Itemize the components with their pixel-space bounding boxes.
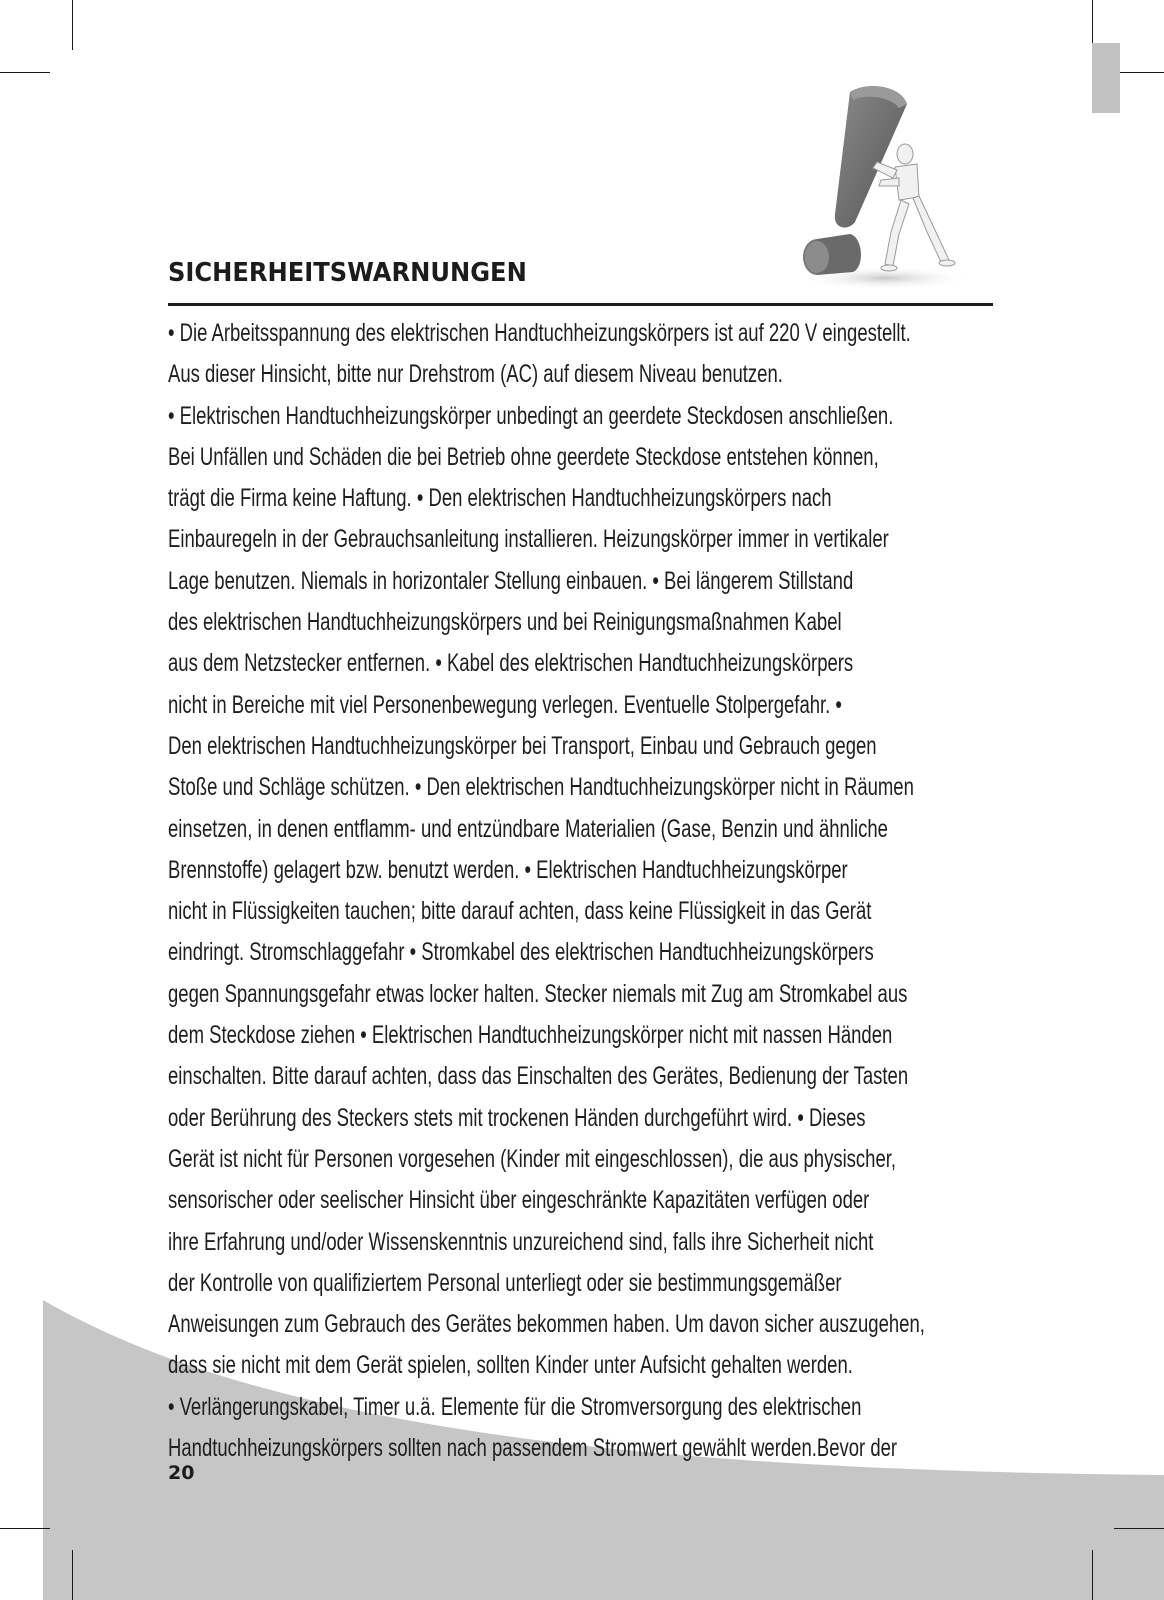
text-line: Anweisungen zum Gebrauch des Gerätes bekommen haben. Um davon sicher auszugehen, [168,1310,925,1339]
crop-mark [72,0,73,50]
text-line: eindringt. Stromschlaggefahr • Stromkabel des elektrischen Handtuchheizungskörpers [168,938,874,967]
text-line: • Elektrischen Handtuchheizungskörper unbedingt an geerdete Steckdosen anschließen. [168,401,894,430]
exclamation-mark-figure-icon [795,82,970,292]
text-line: aus dem Netzstecker entfernen. • Kabel des elektrischen Handtuchheizungskörpers [168,649,854,678]
crop-mark [72,1550,73,1600]
text-line: nicht in Flüssigkeiten tauchen; bitte darauf achten, dass keine Flüssigkeit in das Gerät [168,897,872,926]
text-line: Handtuchheizungskörpers sollten nach passendem Stromwert gewählt werden.Bevor der [168,1434,898,1463]
text-line: dass sie nicht mit dem Gerät spielen, sollten Kinder unter Aufsicht gehalten werden. [168,1351,853,1380]
text-line: • Verlängerungskabel, Timer u.ä. Elemente für die Stromversorgung des elektrischen [168,1392,862,1421]
crop-mark [1092,1550,1093,1600]
crop-mark [0,1528,50,1529]
text-line: gegen Spannungsgefahr etwas locker halten. Stecker niemals mit Zug am Stromkabel aus [168,979,908,1008]
text-line: ihre Erfahrung und/oder Wissenskenntnis unzureichend sind, falls ihre Sicherheit nicht [168,1227,874,1256]
text-line: des elektrischen Handtuchheizungskörpers und bei Reinigungsmaßnahmen Kabel [168,608,842,637]
text-line: einschalten. Bitte darauf achten, dass das Einschalten des Gerätes, Bedienung der Tasten [168,1062,909,1091]
text-line: der Kontrolle von qualifiziertem Personal unterliegt oder sie bestimmungsgemäßer [168,1268,842,1297]
text-line: einsetzen, in denen entflamm- und entzündbare Materialien (Gase, Benzin und ähnliche [168,814,888,843]
crop-mark [1114,1528,1164,1529]
text-line: oder Berührung des Steckers stets mit trockenen Händen durchgeführt wird. • Dieses [168,1103,866,1132]
text-line: Aus dieser Hinsicht, bitte nur Drehstrom (AC) auf diesem Niveau benutzen. [168,360,783,389]
text-line: Lage benutzen. Niemals in horizontaler Stellung einbauen. • Bei längerem Stillstand [168,566,854,595]
text-line: Einbauregeln in der Gebrauchsanleitung installieren. Heizungskörper immer in vertikaler [168,525,889,554]
text-line: trägt die Firma keine Haftung. • Den elektrischen Handtuchheizungskörpers nach [168,484,832,513]
heading-divider [168,303,993,306]
page-number: 20 [168,1462,195,1484]
page-title: SICHERHEITSWARNUNGEN [168,258,527,288]
text-line: Bei Unfällen und Schäden die bei Betrieb ohne geerdete Steckdose entstehen können, [168,442,879,471]
safety-warnings-text [168,313,978,1469]
text-line: Brennstoffe) gelagert bzw. benutzt werden. • Elektrischen Handtuchheizungskörper [168,855,848,884]
text-line: • Die Arbeitsspannung des elektrischen Handtuchheizungskörpers ist auf 220 V eingestellt. [168,319,911,347]
text-line: Den elektrischen Handtuchheizungskörper bei Transport, Einbau und Gebrauch gegen [168,731,877,760]
crop-mark [0,72,50,73]
text-line: nicht in Bereiche mit viel Personenbewegung verlegen. Eventuelle Stolpergefahr. • [168,690,842,719]
text-line: Stoße und Schläge schützen. • Den elektrischen Handtuchheizungskörper nicht in Räumen [168,773,914,802]
text-line: Gerät ist nicht für Personen vorgesehen (Kinder mit eingeschlossen), die aus physischer, [168,1144,897,1173]
crop-mark [1114,72,1164,73]
text-line: dem Steckdose ziehen • Elektrischen Handtuchheizungskörper nicht mit nassen Händen [168,1021,893,1050]
text-line: sensorischer oder seelischer Hinsicht über eingeschränkte Kapazitäten verfügen oder [168,1186,870,1215]
side-tab [1092,43,1120,113]
